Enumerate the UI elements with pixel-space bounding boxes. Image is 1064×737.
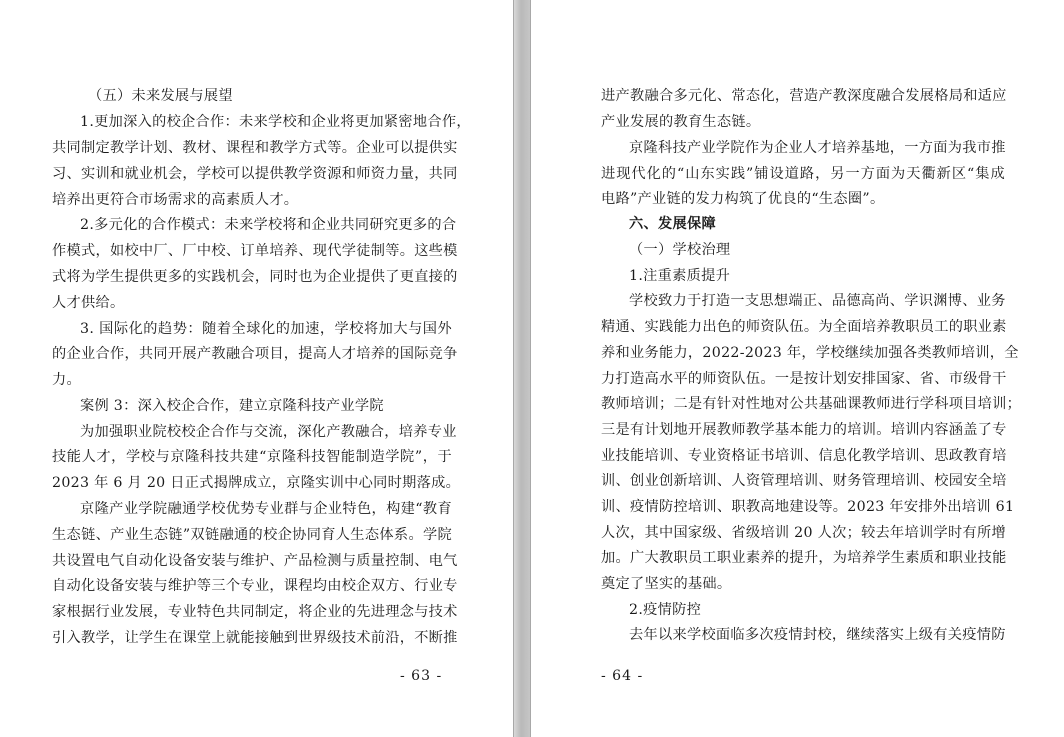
- paragraph-line: 京隆产业学院融通学校优势专业群与企业特色，构建“教育: [80, 501, 452, 517]
- paragraph-line: 生态链、产业生态链”双链融通的校企协同育人生态体系。学院: [52, 527, 452, 543]
- paragraph-line: 三是有计划地开展教师教学基本能力的培训。培训内容涵盖了专: [601, 422, 1007, 438]
- paragraph-line: 教师培训；二是有针对性地对公共基础课教师进行学科项目培训；: [601, 396, 1022, 412]
- paragraph-line: 去年以来学校面临多次疫情封校，继续落实上级有关疫情防: [629, 627, 1006, 643]
- paragraph-line: 共设置电气自动化设备安装与维护、产品检测与质量控制、电气: [52, 553, 458, 569]
- paragraph-line: 力。: [52, 372, 81, 388]
- paragraph-line: 自动化设备安装与维护等三个专业，课程均由校企双方、行业专: [52, 578, 458, 594]
- page-63: [0, 0, 513, 737]
- paragraph-line: 培养出更符合市场需求的高素质人才。: [52, 192, 299, 208]
- paragraph-line: 加。广大教职员工职业素养的提升，为培养学生素质和职业技能: [601, 550, 1007, 566]
- section-heading: 六、发展保障: [629, 216, 716, 232]
- paragraph-line: 3. 国际化的趋势：随着全球化的加速，学校将加大与国外: [80, 321, 452, 337]
- page-number: - 64 -: [601, 668, 644, 684]
- paragraph-line: 产业发展的教育生态链。: [601, 114, 761, 130]
- paragraph-line: 训、疫情防控培训、职教高地建设等。2023 年安排外出培训 61: [601, 499, 1015, 515]
- paragraph-line: 为加强职业院校校企合作与交流，深化产教融合，培养专业: [80, 424, 457, 440]
- paragraph-line: 力打造高水平的师资队伍。一是按计划安排国家、省、市级骨干: [601, 371, 1007, 387]
- page-64: [531, 0, 1064, 737]
- paragraph-line: 2.多元化的合作模式：未来学校将和企业共同研究更多的合: [80, 217, 457, 233]
- paragraph-line: 习、实训和就业机会，学校可以提供教学资源和师资力量，共同: [52, 166, 458, 182]
- paragraph-line: 业技能培训、专业资格证书培训、信息化教学培训、思政教育培: [601, 448, 1007, 464]
- subsection-title: 2.疫情防控: [629, 602, 702, 618]
- subsection-title: 1.注重素质提升: [629, 268, 731, 284]
- paragraph-line: 的企业合作，共同开展产教融合项目，提高人才培养的国际竞争: [52, 346, 458, 362]
- paragraph-line: 作模式，如校中厂、厂中校、订单培养、现代学徒制等。这些模: [52, 243, 458, 259]
- case-title: 案例 3：深入校企合作，建立京隆科技产业学院: [80, 398, 384, 414]
- page-gutter: [513, 0, 531, 737]
- page-number: - 63 -: [400, 668, 443, 684]
- paragraph-line: 训、创业创新培训、人资管理培训、财务管理培训、校园安全培: [601, 473, 1007, 489]
- section-heading: （五）未来发展与展望: [88, 88, 233, 104]
- paragraph-line: 家根据行业发展，专业特色共同制定，将企业的先进理念与技术: [52, 604, 458, 620]
- paragraph-line: 奠定了坚实的基础。: [601, 576, 732, 592]
- paragraph-line: 电路”产业链的发力构筑了优良的“生态圈”。: [601, 191, 885, 207]
- paragraph-line: 人次，其中国家级、省级培训 20 人次；较去年培训学时有所增: [601, 525, 1006, 541]
- paragraph-line: 进现代化的“山东实践”铺设道路，另一方面为天衢新区“集成: [601, 166, 1005, 182]
- paragraph-line: 京隆科技产业学院作为企业人才培养基地，一方面为我市推: [629, 140, 1006, 156]
- paragraph-line: 学校致力于打造一支思想端正、品德高尚、学识渊博、业务: [629, 293, 1006, 309]
- paragraph-line: 2023 年 6 月 20 日正式揭牌成立，京隆实训中心同时期落成。: [52, 475, 461, 491]
- paragraph-line: 进产教融合多元化、常态化，营造产教深度融合发展格局和适应: [601, 88, 1007, 104]
- paragraph-line: 1.更加深入的校企合作：未来学校和企业将更加紧密地合作，: [80, 114, 471, 130]
- subsection-heading: （一）学校治理: [629, 242, 731, 258]
- paragraph-line: 技能人才，学校与京隆科技共建“京隆科技智能制造学院”，于: [52, 449, 452, 465]
- paragraph-line: 式将为学生提供更多的实践机会，同时也为企业提供了更直接的: [52, 269, 458, 285]
- paragraph-line: 养和业务能力，2022-2023 年，学校继续加强各类教师培训，全: [601, 345, 1019, 361]
- paragraph-line: 精通、实践能力出色的师资队伍。为全面培养教职员工的职业素: [601, 319, 1007, 335]
- paragraph-line: 人才供给。: [52, 295, 125, 311]
- paragraph-line: 共同制定教学计划、教材、课程和教学方式等。企业可以提供实: [52, 140, 458, 156]
- paragraph-line: 引入教学，让学生在课堂上就能接触到世界级技术前沿，不断推: [52, 630, 458, 646]
